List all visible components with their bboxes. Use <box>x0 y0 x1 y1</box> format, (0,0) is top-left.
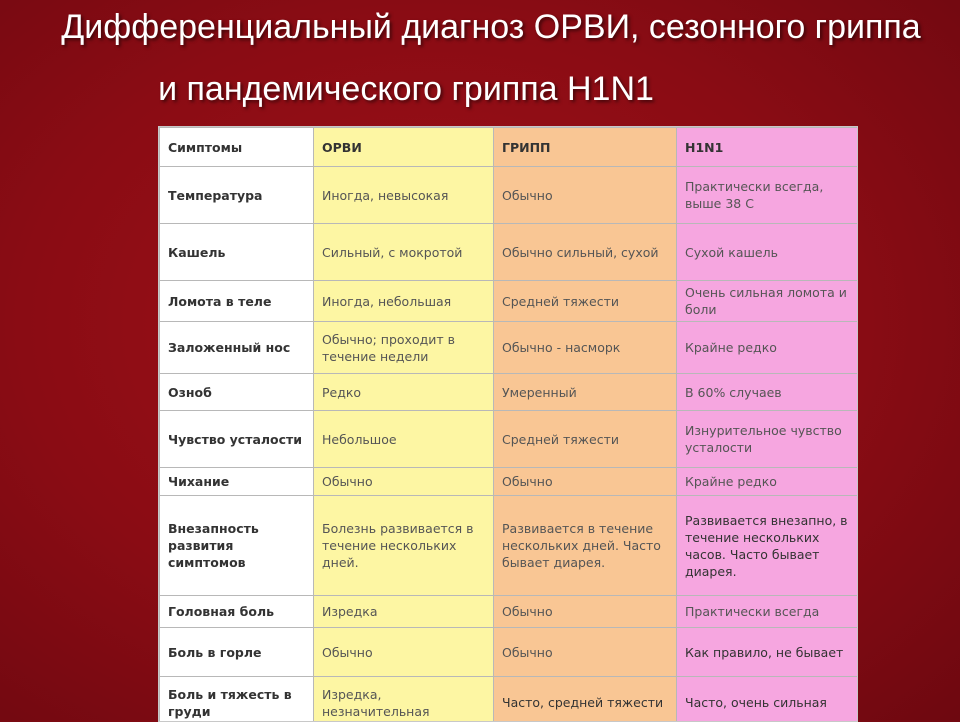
table-row <box>160 224 858 281</box>
symptom-cell: Головная боль <box>160 596 314 628</box>
symptom-cell: Кашель <box>160 224 314 281</box>
h1n1-cell: Как правило, не бывает <box>677 628 858 677</box>
table-row <box>160 596 858 628</box>
gripp-cell: Средней тяжести <box>494 281 677 322</box>
table-row <box>160 468 858 496</box>
h1n1-cell: В 60% случаев <box>677 374 858 411</box>
symptom-cell: Чихание <box>160 468 314 496</box>
table-row <box>160 411 858 468</box>
table-row <box>160 281 858 322</box>
gripp-cell: Обычно сильный, сухой <box>494 224 677 281</box>
gripp-cell: Обычно - насморк <box>494 322 677 374</box>
orvi-cell: Редко <box>314 374 494 411</box>
h1n1-cell: Изнурительное чувство усталости <box>677 411 858 468</box>
header-orvi: ОРВИ <box>314 128 494 167</box>
symptom-cell: Боль и тяжесть в груди <box>160 677 314 722</box>
h1n1-cell: Сухой кашель <box>677 224 858 281</box>
orvi-cell: Иногда, небольшая <box>314 281 494 322</box>
orvi-cell: Небольшое <box>314 411 494 468</box>
table-row <box>160 167 858 224</box>
orvi-cell: Иногда, невысокая <box>314 167 494 224</box>
orvi-cell: Обычно <box>314 468 494 496</box>
symptom-cell: Внезапность развития симптомов <box>160 496 314 596</box>
table-row <box>160 374 858 411</box>
h1n1-cell: Практически всегда <box>677 596 858 628</box>
gripp-cell: Обычно <box>494 468 677 496</box>
table-row <box>160 322 858 374</box>
symptom-cell: Заложенный нос <box>160 322 314 374</box>
table-row <box>160 496 858 596</box>
gripp-cell: Обычно <box>494 167 677 224</box>
gripp-cell: Обычно <box>494 596 677 628</box>
header-h1n1: H1N1 <box>677 128 858 167</box>
h1n1-cell: Крайне редко <box>677 322 858 374</box>
h1n1-cell: Практически всегда, выше 38 С <box>677 167 858 224</box>
header-gripp: ГРИПП <box>494 128 677 167</box>
table-header-row <box>160 128 858 167</box>
orvi-cell: Изредка, незначительная <box>314 677 494 722</box>
h1n1-cell: Очень сильная ломота и боли <box>677 281 858 322</box>
symptom-cell: Ломота в теле <box>160 281 314 322</box>
symptom-cell: Боль в горле <box>160 628 314 677</box>
table-row <box>160 628 858 677</box>
gripp-cell: Обычно <box>494 628 677 677</box>
h1n1-cell: Развивается внезапно, в течение нескольких часов. Часто бывает диарея. <box>677 496 858 596</box>
h1n1-cell: Крайне редко <box>677 468 858 496</box>
symptom-cell: Температура <box>160 167 314 224</box>
h1n1-cell: Часто, очень сильная <box>677 677 858 722</box>
orvi-cell: Болезнь развивается в течение нескольких дней. <box>314 496 494 596</box>
orvi-cell: Изредка <box>314 596 494 628</box>
orvi-cell: Сильный, с мокротой <box>314 224 494 281</box>
symptom-cell: Чувство усталости <box>160 411 314 468</box>
gripp-cell: Средней тяжести <box>494 411 677 468</box>
orvi-cell: Обычно; проходит в течение недели <box>314 322 494 374</box>
symptom-cell: Озноб <box>160 374 314 411</box>
header-symptoms: Симптомы <box>160 128 314 167</box>
table-row <box>160 677 858 722</box>
gripp-cell: Умеренный <box>494 374 677 411</box>
gripp-cell: Часто, средней тяжести <box>494 677 677 722</box>
orvi-cell: Обычно <box>314 628 494 677</box>
diagnosis-comparison-table <box>159 127 858 722</box>
title-line-1: Дифференциальный диагноз ОРВИ, сезонного гриппа <box>36 10 946 44</box>
gripp-cell: Развивается в течение нескольких дней. Часто бывает диарея. <box>494 496 677 596</box>
title-line-2: и пандемического гриппа H1N1 <box>36 72 776 106</box>
comparison-table-container <box>158 126 858 722</box>
